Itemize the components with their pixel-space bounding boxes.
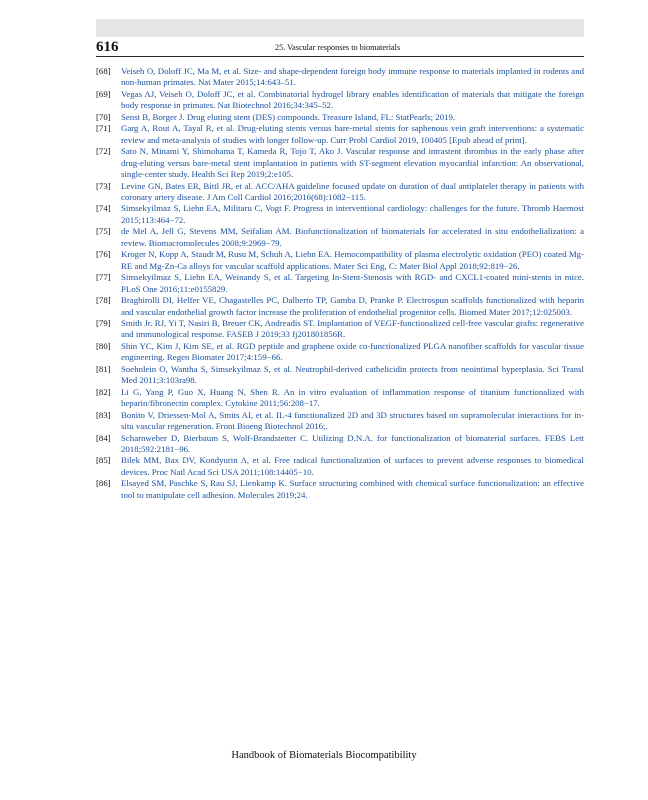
book-title-footer: Handbook of Biomaterials Biocompatibility (231, 750, 417, 761)
reference-item (96, 249, 584, 272)
reference-number: [77] (96, 272, 111, 283)
reference-item (96, 455, 584, 478)
reference-item (96, 66, 584, 89)
reference-number: [80] (96, 340, 111, 351)
reference-link[interactable]: Bilek MM, Bax DV, Kondyurin A, et al. Free radical functionalization of surfaces to prevent adverse responses to biomedical devices. Proc Natl Acad Sci USA 2011;108:14405−10. (121, 455, 584, 477)
reference-link[interactable]: Smith Jr. RJ, Yi T, Nasiri B, Breuer CK, Andreadis ST. Implantation of VEGF-functionalized cell-free vascular grafts: regenerative and immunological response. FASEB J 2019;33 fj201801856R. (121, 317, 584, 340)
reference-number: [71] (96, 123, 111, 134)
reference-number: [79] (96, 317, 111, 328)
reference-number: [82] (96, 386, 111, 397)
reference-item (96, 272, 584, 295)
reference-link[interactable]: Simsekyilmaz S, Liehn EA, Militaru C, Vogt F. Progress in interventional cardiology: challenges for the future. Thromb Haemost 2015;113:464−72. (121, 203, 584, 225)
reference-number: [75] (96, 226, 111, 237)
reference-link[interactable]: Braghirolli DI, Helfer VE, Chagastelles PC, Dalberto TP, Gamba D, Pranke P. Electrospun scaffolds functionalized with heparin and vascular endothelial growth factor increase the proliferation of endothelial progenitor cells. Biomed Mater 2017;12:025003. (121, 295, 584, 317)
reference-link[interactable]: Veiseh O, Doloff JC, Ma M, et al. Size- and shape-dependent foreign body immune response to materials implanted in rodents and non-human primates. Nat Mater 2015;14:643–51. (121, 66, 584, 88)
reference-item (96, 433, 584, 456)
reference-link[interactable]: Senst B, Borger J. Drug eluting stent (DES) compounds. Treasure Island, FL: StatPearls; 2019. (121, 111, 456, 122)
reference-link[interactable]: Scharnweber D, Bierbaum S, Wolf-Brandstetter C. Utilizing D.N.A. for functionalization of biomaterial surfaces. FEBS Lett 2018;592:2181−96. (121, 432, 584, 454)
reference-number: [72] (96, 146, 111, 157)
reference-number: [76] (96, 249, 111, 260)
reference-number: [83] (96, 409, 111, 420)
reference-link[interactable]: Shin YC, Kim J, Kim SE, et al. RGD peptide and graphene oxide co-functionalized PLGA nanofiber scaffolds for vascular tissue engineering. Regen Biomater 2017;4:159−66. (121, 340, 584, 363)
reference-item (96, 341, 584, 364)
reference-item (96, 112, 584, 123)
reference-item (96, 89, 584, 112)
reference-list (96, 66, 584, 501)
reference-link[interactable]: Bonito V, Driessen-Mol A, Smits AI, et al. IL-4 functionalized 2D and 3D structures based on supramolecular interactions for in-situ vascular regeneration. Front Bioeng Biotechnol 2016;. (121, 409, 584, 432)
reference-item (96, 203, 584, 226)
reference-number: [78] (96, 295, 111, 306)
reference-link[interactable]: Simsekyilmaz S, Liehn EA, Weinandy S, et al. Targeting In-Stent-Stenosis with RGD- and CXCL1-coated mini-stents in mice. PLoS One 2016;11:e0155829. (121, 272, 584, 294)
reference-item (96, 318, 584, 341)
reference-item (96, 181, 584, 204)
header-bar (96, 19, 584, 37)
reference-number: [84] (96, 432, 111, 443)
reference-item (96, 226, 584, 249)
reference-link[interactable]: Sato N, Minami Y, Shimohama T, Kameda R, Tojo T, Ako J. Vascular response and intrastent thrombus in the early phase after drug-eluting versus bare-metal stent implantation in patients with ST-segment elevation myocardial infarction: An observational, single-center study. Health Sci Rep 2019;2:e105. (121, 146, 584, 180)
reference-link[interactable]: Garg A, Rout A, Tayal R, et al. Drug-eluting stents versus bare-metal stents for saphenous vein graft interventions: a systematic review and meta-analysis of studies with longer follow-up. Curr Probl Cardiol 2019, 100405 [Epub ahead of print]. (121, 123, 584, 145)
reference-number: [69] (96, 88, 111, 99)
reference-link[interactable]: Soehnlein O, Wantha S, Simsekyilmaz S, et al. Neutrophil-derived cathelicidin protects from neointimal hyperplasia. Sci Transl Med 2011;3:103ra98. (121, 363, 584, 386)
reference-link[interactable]: Kroger N, Kopp A, Staudt M, Rusu M, Schuh A, Liehn EA. Hemocompatibility of plasma electrolytic oxidation (PEO) coated Mg-RE and Mg-Zn-Ca alloys for vascular scaffold applications. Mater Sci Eng, C: Mater Biol Appl 2018;92:819−26. (121, 249, 584, 271)
header-rule (96, 56, 584, 57)
reference-number: [68] (96, 66, 111, 76)
reference-item (96, 410, 584, 433)
reference-link[interactable]: Elsayed SM, Paschke S, Rau SJ, Lienkamp K. Surface structuring combined with chemical surface functionalization: an effective tool to manipulate cell adhesion. Molecules 2019;24. (121, 478, 584, 500)
reference-link[interactable]: Vegas AJ, Veiseh O, Doloff JC, et al. Combinatorial hydrogel library enables identification of materials that mitigate the foreign body response in primates. Nat Biotechnol 2016;34:345–52. (121, 88, 584, 111)
reference-number: [74] (96, 203, 111, 214)
reference-item (96, 295, 584, 318)
reference-item (96, 123, 584, 146)
reference-number: [81] (96, 363, 111, 374)
reference-link[interactable]: Li G, Yang P, Guo X, Huang N, Shen R. An in vitro evaluation of inflammation response of titanium functionalized with heparin/fibronectin complex. Cytokine 2011;56:208−17. (121, 386, 584, 409)
reference-item (96, 387, 584, 410)
reference-link[interactable]: Levine GN, Bates ER, Bittl JR, et al. ACC/AHA guideline focused update on duration of dual antiplatelet therapy in patients with coronary artery disease. J Am Coll Cardiol 2016;2016(68):1082−115. (121, 180, 584, 202)
reference-link[interactable]: de Mel A, Jell G, Stevens MM, Seifalian AM. Biofunctionalization of biomaterials for accelerated in situ endothelialization: a review. Biomacromolecules 2008;9:2969−79. (121, 226, 584, 248)
reference-item (96, 364, 584, 387)
reference-item (96, 478, 584, 501)
reference-number: [86] (96, 478, 111, 489)
reference-item (96, 146, 584, 180)
page-number: 616 (96, 39, 119, 55)
reference-number: [73] (96, 180, 111, 191)
reference-number: [85] (96, 455, 111, 466)
reference-number: [70] (96, 111, 111, 122)
chapter-title: 25. Vascular responses to biomaterials (275, 43, 401, 52)
